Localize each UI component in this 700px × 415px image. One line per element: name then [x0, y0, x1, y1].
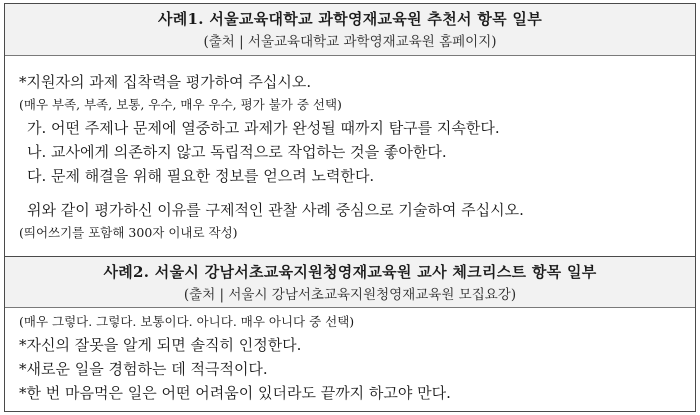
- case1-instruction: *지원자의 과제 집착력을 평가하여 주십시오.: [19, 73, 312, 91]
- spacer: [19, 188, 695, 198]
- case2-body: [5, 308, 695, 411]
- case1-scale-note: (매우 부족, 부족, 보통, 우수, 매우 우수, 평가 불가 중 선택): [19, 97, 342, 112]
- case2-item: *한 번 마음먹은 일은 어떤 어려움이 있더라도 끝까지 하고야 만다.: [19, 384, 451, 402]
- case1-source: (출처 | 서울교육대학교 과학영재교육원 홈페이지): [203, 34, 497, 50]
- case2-item: *새로운 일을 경험하는 데 적극적이다.: [19, 360, 268, 378]
- case1-reason-note: (띄어쓰기를 포함해 300자 이내로 작성): [19, 225, 238, 240]
- case1-title: 사례1. 서울교육대학교 과학영재교육원 추천서 항목 일부: [157, 10, 543, 28]
- case2-header: [5, 256, 695, 308]
- case1-reason-prompt: 위와 같이 평가하신 이유를 구제적인 관찰 사례 중심으로 기술하여 주십시오.: [27, 201, 524, 219]
- case2-item: *자신의 잘못을 알게 되면 솔직히 인정한다.: [19, 336, 302, 354]
- case2-title: 사례2. 서울시 강남서초교육지원청영재교육원 교사 체크리스트 항목 일부: [103, 263, 597, 281]
- document-table: [4, 3, 696, 412]
- case1-body: [5, 56, 695, 256]
- case1-item: 나. 교사에게 의존하지 않고 독립적으로 작업하는 것을 좋아한다.: [27, 143, 447, 161]
- case2-source: (출처 | 서울시 강남서초교육지원청영재교육원 모집요강): [183, 287, 517, 303]
- case1-item: 가. 어떤 주제나 문제에 열중하고 과제가 완성될 때까지 탐구를 지속한다.: [27, 119, 500, 137]
- case1-item: 다. 문제 해결을 위해 필요한 정보를 얻으려 노력한다.: [27, 167, 375, 185]
- case1-header: [5, 4, 695, 56]
- case2-scale-note: (매우 그렇다. 그렇다. 보통이다. 아니다. 매우 아니다 중 선택): [19, 314, 355, 329]
